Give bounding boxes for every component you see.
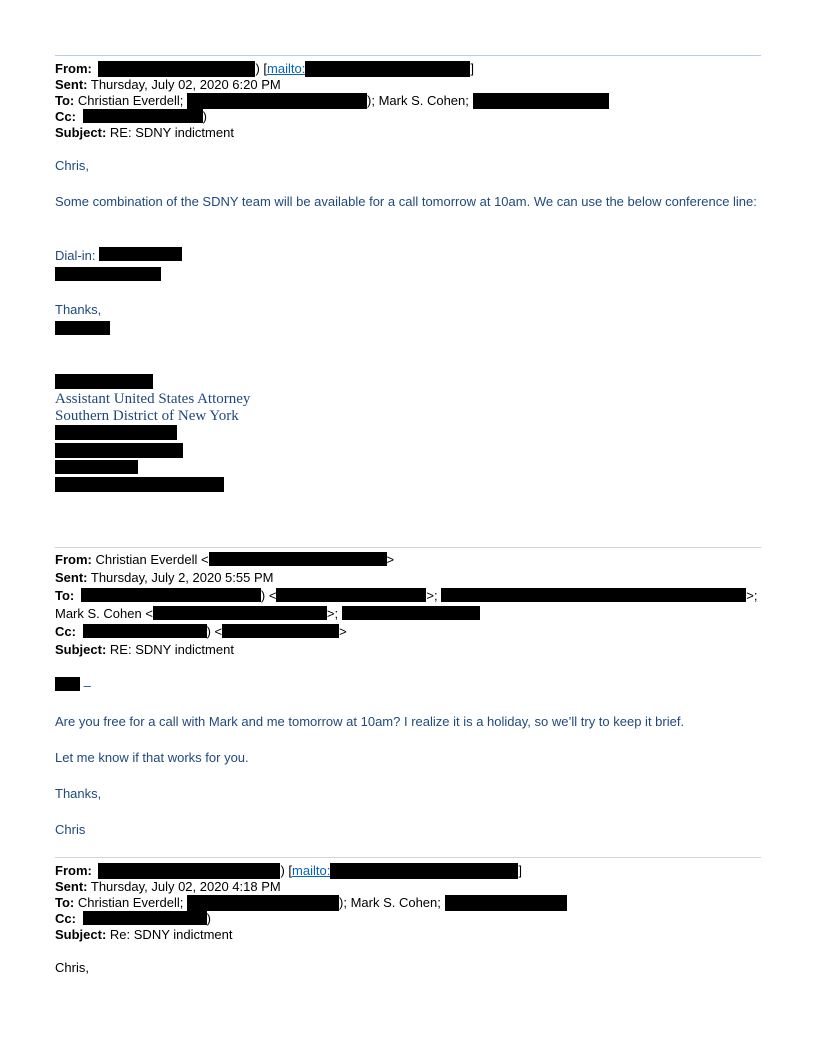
email3-greeting: Chris, (55, 960, 89, 975)
email3-subject-line (55, 927, 233, 943)
redaction (55, 267, 161, 281)
sent-label: Sent: (55, 77, 88, 92)
redaction (55, 677, 80, 691)
recipient-name: Mark S. Cohen; (378, 93, 469, 108)
message-divider (55, 857, 761, 858)
redaction (81, 588, 261, 602)
sent-value: Thursday, July 02, 2020 6:20 PM (90, 77, 281, 92)
dial-in-label: Dial-in: (55, 248, 96, 263)
recipient-name: Christian Everdell; (77, 93, 184, 108)
email3-cc-line: Cc: ) (55, 911, 211, 926)
signature-title: Assistant United States Attorney (55, 391, 251, 407)
redaction (55, 443, 183, 458)
mailto-link[interactable]: mailto: (292, 863, 331, 878)
redaction (55, 460, 138, 474)
dash: – (83, 678, 91, 693)
redaction (342, 606, 480, 620)
email3-to-line: To: Christian Everdell; ); Mark S. Cohen; (55, 895, 567, 911)
email1-to-line: To: Christian Everdell; ); Mark S. Cohen; (55, 93, 609, 109)
redaction (209, 552, 387, 566)
redaction (187, 895, 339, 911)
redaction (55, 425, 177, 440)
redaction (445, 895, 567, 911)
recipient-name: Mark S. Cohen; (350, 895, 441, 910)
email2-cc-line: Cc: ) < > (55, 624, 347, 639)
email1-greeting: Chris, (55, 158, 89, 173)
redaction (83, 624, 207, 638)
redaction (276, 588, 426, 602)
subject-label: Subject: (55, 125, 107, 140)
redaction (55, 321, 110, 335)
subject-value: RE: SDNY indictment (109, 125, 234, 140)
header-divider (55, 55, 761, 56)
subject-label: Subject: (55, 927, 107, 942)
subject-value: RE: SDNY indictment (109, 642, 234, 657)
redaction (441, 588, 746, 602)
email2-thanks: Thanks, (55, 786, 102, 801)
email1-body: Some combination of the SDNY team will be available for a call tomorrow at 10am. We can use the below conference line: (55, 194, 757, 209)
cc-label: Cc: (55, 624, 76, 639)
email1-from-line: From: ) [mailto: ] (55, 61, 474, 76)
email2-to-line-2: Mark S. Cohen < >; (55, 606, 480, 622)
redaction (473, 93, 609, 109)
sender-name: Christian Everdell < (95, 552, 209, 567)
cc-label: Cc: (55, 911, 76, 926)
recipient-name: Mark S. Cohen < (55, 606, 153, 621)
email2-sent-line (55, 570, 273, 586)
email1-cc-line: Cc: ) (55, 109, 207, 124)
redaction (83, 109, 203, 123)
cc-label: Cc: (55, 109, 76, 124)
email1-subject-line (55, 125, 234, 141)
sent-label: Sent: (55, 570, 88, 585)
redaction (98, 61, 255, 77)
to-label: To: (55, 93, 75, 108)
sent-value: Thursday, July 02, 2020 4:18 PM (90, 879, 281, 894)
email2-body: Are you free for a call with Mark and me tomorrow at 10am? I realize it is a holiday, so we’ll try to keep it brief. (55, 714, 685, 729)
email1-sent-line (55, 77, 281, 93)
email2-body-2: Let me know if that works for you. (55, 750, 249, 765)
redaction (55, 477, 224, 492)
redaction (83, 911, 207, 925)
from-label: From: (55, 863, 92, 878)
subject-label: Subject: (55, 642, 107, 657)
email2-from-line: From: Christian Everdell < > (55, 552, 395, 567)
to-label: To: (55, 588, 75, 603)
sent-label: Sent: (55, 879, 88, 894)
email2-salutation (55, 677, 761, 695)
to-label: To: (55, 895, 75, 910)
email2-signoff: Chris (55, 822, 86, 837)
from-label: From: (55, 61, 92, 76)
redaction (330, 863, 518, 879)
redaction (305, 61, 470, 77)
subject-value: Re: SDNY indictment (109, 927, 233, 942)
redaction (99, 247, 182, 261)
email2-to-line: To: ) < >; >; (55, 588, 758, 603)
redaction (222, 624, 339, 638)
recipient-name: Christian Everdell; (77, 895, 184, 910)
email1-thanks: Thanks, (55, 302, 102, 317)
message-divider (55, 547, 761, 548)
email3-sent-line (55, 879, 281, 895)
signature-office: Southern District of New York (55, 408, 239, 424)
sent-value: Thursday, July 2, 2020 5:55 PM (90, 570, 274, 585)
redaction (187, 93, 367, 109)
redaction (55, 374, 153, 389)
mailto-link[interactable]: mailto: (267, 61, 306, 76)
email2-subject-line (55, 642, 234, 658)
email1-dial-in (55, 247, 761, 265)
from-label: From: (55, 552, 92, 567)
email3-from-line: From: ) [mailto: ] (55, 863, 522, 878)
redaction (153, 606, 327, 620)
redaction (98, 863, 280, 879)
